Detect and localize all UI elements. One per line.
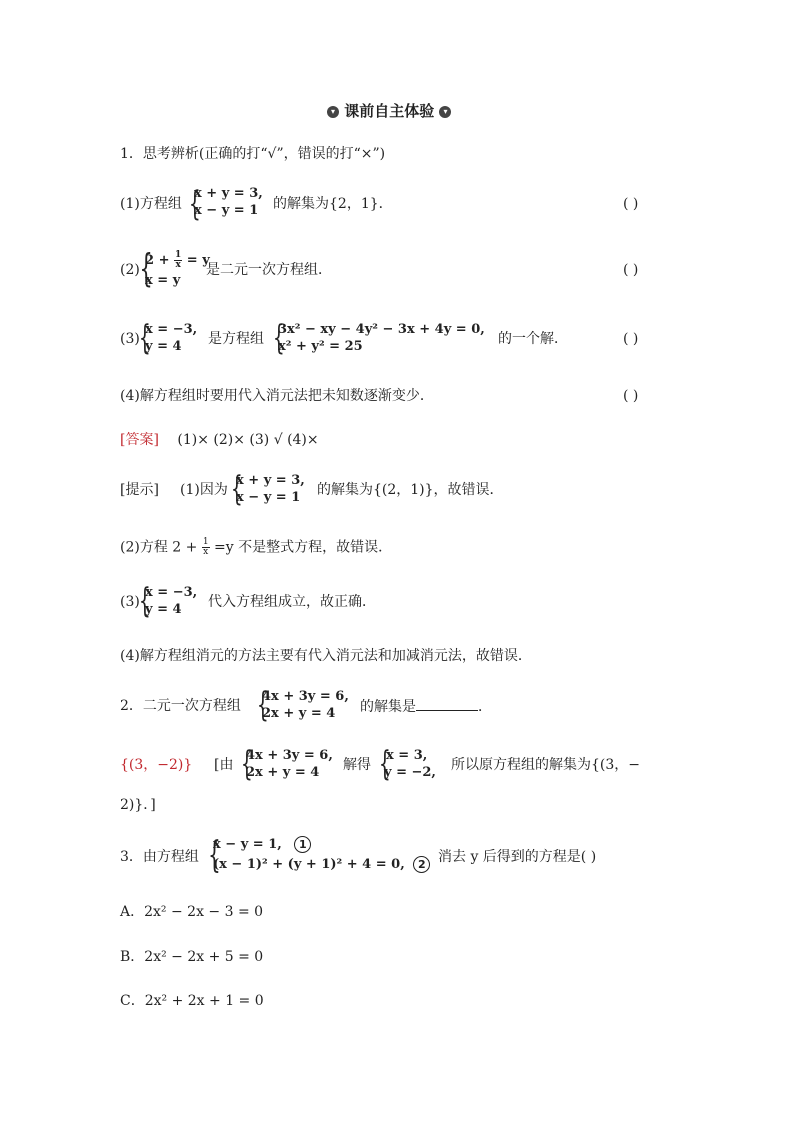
equation-line: x² + y² = 25 (278, 339, 363, 354)
solution-mid: 解得 (343, 757, 371, 773)
hint-prefix: (3) (120, 594, 140, 610)
option-b: B．2x² − 2x + 5 = 0 (120, 949, 264, 965)
answer-paren: ( ) (623, 388, 639, 404)
equation-line: y = 4 (145, 602, 182, 617)
answer-line (120, 432, 319, 449)
question-1-prompt: 1．思考辨析(正确的打“√”，错误的打“×”) (120, 146, 386, 162)
option-c: C．2x² + 2x + 1 = 0 (120, 993, 264, 1009)
hint-2 (120, 538, 392, 557)
equation-line (213, 836, 311, 853)
equation-line: 2x + y = 4 (262, 706, 336, 721)
item-mid: 是方程组 (208, 331, 264, 347)
circled-number: 1 (294, 836, 311, 853)
solution-prefix: [由 (214, 757, 234, 773)
brace-icon: { (230, 469, 243, 509)
equation-line: 4x + 3y = 6, (262, 689, 349, 704)
fraction-numerator: 1 (175, 250, 182, 260)
question-suffix (360, 698, 492, 716)
fraction-denominator: x (175, 260, 181, 270)
equation-line: 4x + 3y = 6, (246, 748, 333, 763)
hint-suffix: 的解集为{(2，1)}，故错误． (317, 482, 504, 498)
question-prefix: 3．由方程组 (120, 849, 199, 865)
equation-part: x − y = 1, (213, 837, 282, 852)
section-header (327, 102, 451, 120)
end-punct: ． (478, 699, 492, 715)
option-a: A．2x² − 2x − 3 = 0 (120, 904, 264, 920)
solution-suffix: 所以原方程组的解集为{(3，− (451, 757, 641, 773)
chevron-down-icon: ▾ (439, 106, 451, 118)
chevron-down-icon: ▾ (327, 106, 339, 118)
brace-icon: { (138, 318, 151, 358)
equation-line (213, 856, 430, 873)
equation-part: (x − 1)² + (y + 1)² + 4 = 0, (213, 857, 405, 872)
hint-prefix: (1)因为 (180, 482, 228, 498)
equation-line: y = 4 (145, 339, 182, 354)
brace-icon: { (208, 835, 221, 876)
item-prefix: (1)方程组 (120, 196, 182, 212)
equation-line: x = −3, (145, 585, 198, 600)
equation-line: x − y = 1 (194, 203, 259, 218)
question-suffix: 消去 y 后得到的方程是( ) (438, 849, 597, 865)
equation-part: 2 + (145, 253, 174, 268)
fraction-denominator: x (203, 547, 209, 557)
circled-number: 2 (413, 856, 430, 873)
item-prefix: (3) (120, 331, 140, 347)
fraction-numerator: 1 (202, 537, 209, 547)
equation-line: x + y = 3, (236, 473, 305, 488)
suffix-text: 的解集是 (360, 699, 416, 715)
answer-values: (1)× (2)× (3) √ (4)× (177, 432, 319, 448)
hint-prefix: (2)方程 2 + (120, 539, 198, 556)
brace-icon: { (256, 685, 269, 725)
hint-suffix: =y 不是整式方程，故错误． (214, 539, 393, 556)
equation-line: x = −3, (145, 322, 198, 337)
question-prefix: 2．二元一次方程组 (120, 698, 241, 714)
hint-suffix: 代入方程组成立，故正确． (208, 594, 376, 610)
hint-label: [提示] (120, 482, 159, 498)
item-suffix: 的解集为{2，1}． (273, 196, 393, 212)
equation-line: x + y = 3, (194, 186, 263, 201)
equation-line: x = 3, (386, 748, 428, 763)
equation-line: x − y = 1 (236, 490, 301, 505)
brace-icon: { (272, 318, 285, 358)
item-suffix: 的一个解． (498, 331, 568, 347)
equation-line: 3x² − xy − 4y² − 3x + 4y = 0, (278, 322, 485, 337)
solution-line-2: 2)}．] (120, 797, 156, 813)
q2-answer: {(3，−2)} (120, 757, 193, 773)
brace-icon: { (188, 184, 201, 224)
hint-4: (4)解方程组消元的方法主要有代入消元法和加减消元法，故错误． (120, 648, 532, 664)
item-suffix: 是二元一次方程组． (206, 262, 332, 278)
brace-icon: { (138, 581, 151, 621)
equation-line: y = −2, (384, 765, 436, 780)
brace-icon: { (378, 744, 391, 784)
equation-part: = y (186, 253, 210, 268)
answer-label: [答案] (120, 432, 159, 448)
equation-line: x = y (145, 273, 181, 288)
answer-paren: ( ) (623, 331, 639, 347)
section-title: 课前自主体验 (344, 102, 435, 120)
fraction (174, 251, 182, 270)
answer-blank (416, 698, 478, 711)
equation-line: 2x + y = 4 (246, 765, 320, 780)
brace-icon: { (139, 246, 153, 290)
fraction (202, 538, 210, 557)
q1-item-4: (4)解方程组时要用代入消元法把未知数逐渐变少． (120, 388, 434, 404)
equation-line (145, 251, 210, 270)
item-prefix: (2) (120, 262, 140, 278)
brace-icon: { (240, 744, 253, 784)
answer-paren: ( ) (623, 196, 639, 212)
answer-paren: ( ) (623, 262, 639, 278)
